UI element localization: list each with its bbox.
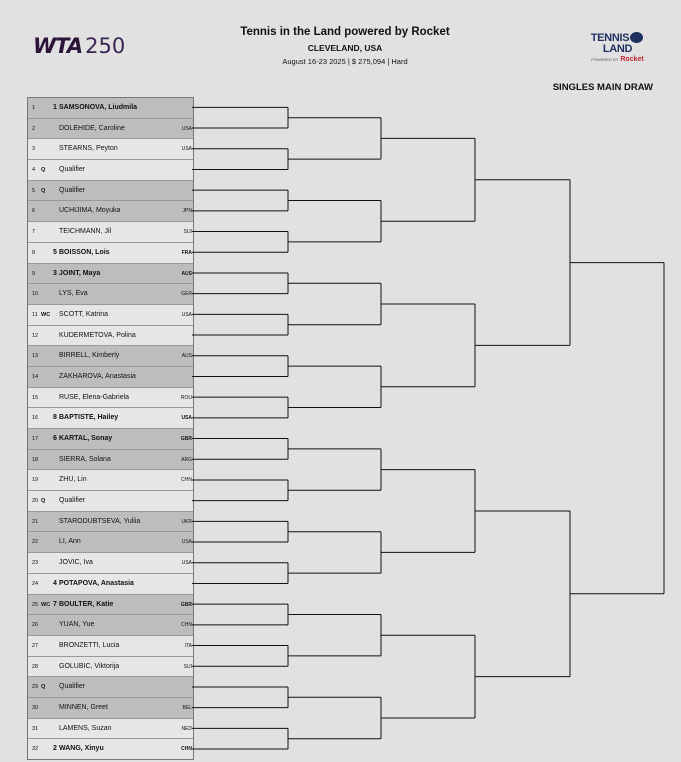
draw-position: 29 xyxy=(32,684,39,691)
player-country: USA xyxy=(181,125,192,132)
player-country: USA xyxy=(181,415,192,422)
player-name: BOISSON, Lois xyxy=(59,248,110,256)
player-country: USA xyxy=(181,311,192,318)
draw-position: 20 xyxy=(32,498,39,505)
player-country: SUI xyxy=(183,663,192,670)
player-name: TEICHMANN, Jil xyxy=(59,228,112,236)
player-name: BIRRELL, Kimberly xyxy=(59,352,120,360)
draw-position: 1 xyxy=(32,105,36,111)
player-country: USA xyxy=(181,539,192,546)
player-country: ITA xyxy=(184,642,192,649)
player-name: JOINT, Maya xyxy=(59,269,101,277)
player-name: STARODUBTSEVA, Yuliia xyxy=(59,517,141,525)
draw-position: 13 xyxy=(32,353,39,360)
player-name: GOLUBIC, Viktorija xyxy=(59,662,120,670)
seed-number: 7 xyxy=(53,600,57,608)
draw-position: 3 xyxy=(32,146,36,153)
player-name: KUDERMETOVA, Polina xyxy=(59,331,136,339)
player-country: FRA xyxy=(181,249,192,256)
player-name: UCHIJIMA, Moyuka xyxy=(59,207,121,215)
draw-position: 7 xyxy=(32,229,36,236)
player-name: Qualifier xyxy=(59,166,86,174)
draw-position: 18 xyxy=(32,456,39,463)
draw-position: 14 xyxy=(32,373,39,380)
draw-position: 27 xyxy=(32,642,39,649)
wta-logo-text: WTA xyxy=(33,34,83,58)
player-country: CHN xyxy=(181,746,192,753)
entry-type: WC xyxy=(41,601,51,608)
player-name: RUSE, Elena-Gabriela xyxy=(59,393,130,401)
draw-position: 28 xyxy=(32,663,39,670)
player-country: SUI xyxy=(183,229,192,236)
player-country: CHN xyxy=(181,477,192,484)
player-name: POTAPOVA, Anastasia xyxy=(59,579,134,587)
player-country: GER xyxy=(181,291,192,298)
player-country: UKR xyxy=(181,518,192,525)
draw-position: 25 xyxy=(32,601,39,608)
entry-type: Q xyxy=(41,187,46,194)
tournament-meta: August 16-23 2025 | $ 275,094 | Hard xyxy=(282,57,408,66)
player-country: JPN xyxy=(182,208,192,215)
player-name: KARTAL, Sonay xyxy=(59,435,113,442)
player-name: MINNEN, Greet xyxy=(59,703,109,711)
draw-position: 21 xyxy=(32,518,39,525)
player-name: SAMSONOVA, Liudmila xyxy=(59,104,138,111)
logo-text-land: LAND xyxy=(602,43,633,55)
player-name: STEARNS, Peyton xyxy=(59,145,118,153)
player-name: LYS, Eva xyxy=(59,290,88,298)
draw-position: 24 xyxy=(32,580,39,587)
player-country: ARG xyxy=(181,456,192,463)
draw-position: 22 xyxy=(32,539,39,546)
player-name: DOLEHIDE, Caroline xyxy=(59,124,125,132)
player-country: CHN xyxy=(181,622,192,629)
player-name: LI, Ann xyxy=(59,538,81,546)
player-country: AUS xyxy=(181,353,192,360)
player-country: USA xyxy=(181,560,192,567)
draw-position: 32 xyxy=(32,746,39,753)
entry-type: WC xyxy=(41,311,51,318)
entry-type: Q xyxy=(41,167,46,174)
entry-type: Q xyxy=(41,684,46,691)
logo-powered-by: POWERED BY xyxy=(591,57,619,62)
draw-position: 11 xyxy=(32,311,38,318)
tournament-title: Tennis in the Land powered by Rocket xyxy=(240,26,450,38)
player-country: NED xyxy=(181,725,192,732)
player-name: Qualifier xyxy=(59,186,86,194)
player-name: BAPTISTE, Hailey xyxy=(59,414,119,422)
wta-tier: 250 xyxy=(85,34,126,58)
draw-position: 9 xyxy=(32,270,36,277)
draw-position: 5 xyxy=(32,187,36,194)
draw-position: 12 xyxy=(32,332,39,339)
seed-number: 6 xyxy=(53,435,57,442)
draw-position: 2 xyxy=(32,125,36,132)
player-name: SIERRA, Solana xyxy=(59,455,111,463)
player-country: USA xyxy=(181,146,192,153)
draw-position: 4 xyxy=(32,167,36,174)
draw-position: 15 xyxy=(32,394,39,401)
player-country: BEL xyxy=(182,704,192,711)
logo-sponsor: Rocket xyxy=(620,56,644,63)
seed-number: 4 xyxy=(53,579,57,587)
draw-position: 16 xyxy=(32,415,39,422)
player-name: SCOTT, Katrina xyxy=(59,310,109,318)
logo-text-tennis: TENNIS xyxy=(590,32,630,44)
seed-number: 2 xyxy=(53,745,57,753)
player-name: YUAN, Yue xyxy=(59,621,95,629)
draw-position: 30 xyxy=(32,704,39,711)
seed-number: 5 xyxy=(53,248,57,256)
player-name: ZAKHAROVA, Anastasia xyxy=(59,372,136,380)
tournament-location: CLEVELAND, USA xyxy=(307,43,383,53)
player-country: GBR xyxy=(180,436,192,442)
player-name: ZHU, Lin xyxy=(59,476,87,484)
draw-position: 23 xyxy=(32,560,39,567)
player-name: WANG, Xinyu xyxy=(59,745,104,753)
draw-position: 19 xyxy=(32,477,39,484)
player-name: JOVIC, Iva xyxy=(59,559,93,567)
player-name: BOULTER, Katie xyxy=(59,600,114,608)
player-name: Qualifier xyxy=(59,683,86,691)
draw-position: 8 xyxy=(32,249,36,256)
seed-number: 1 xyxy=(53,104,57,111)
player-name: LAMENS, Suzan xyxy=(59,724,112,732)
player-country: AUS xyxy=(181,270,192,277)
player-country: ROU xyxy=(180,394,192,401)
draw-position: 10 xyxy=(32,291,39,298)
entry-type: Q xyxy=(41,498,46,505)
draw-label: SINGLES MAIN DRAW xyxy=(552,82,653,93)
player-country: GBR xyxy=(180,601,192,608)
draw-position: 26 xyxy=(32,622,39,629)
seed-number: 3 xyxy=(53,269,57,277)
player-name: BRONZETTI, Lucia xyxy=(59,641,120,649)
player-name: Qualifier xyxy=(59,497,86,505)
draw-position: 17 xyxy=(32,436,39,442)
draw-position: 6 xyxy=(32,208,36,215)
draw-position: 31 xyxy=(32,725,39,732)
seed-number: 8 xyxy=(53,414,57,422)
